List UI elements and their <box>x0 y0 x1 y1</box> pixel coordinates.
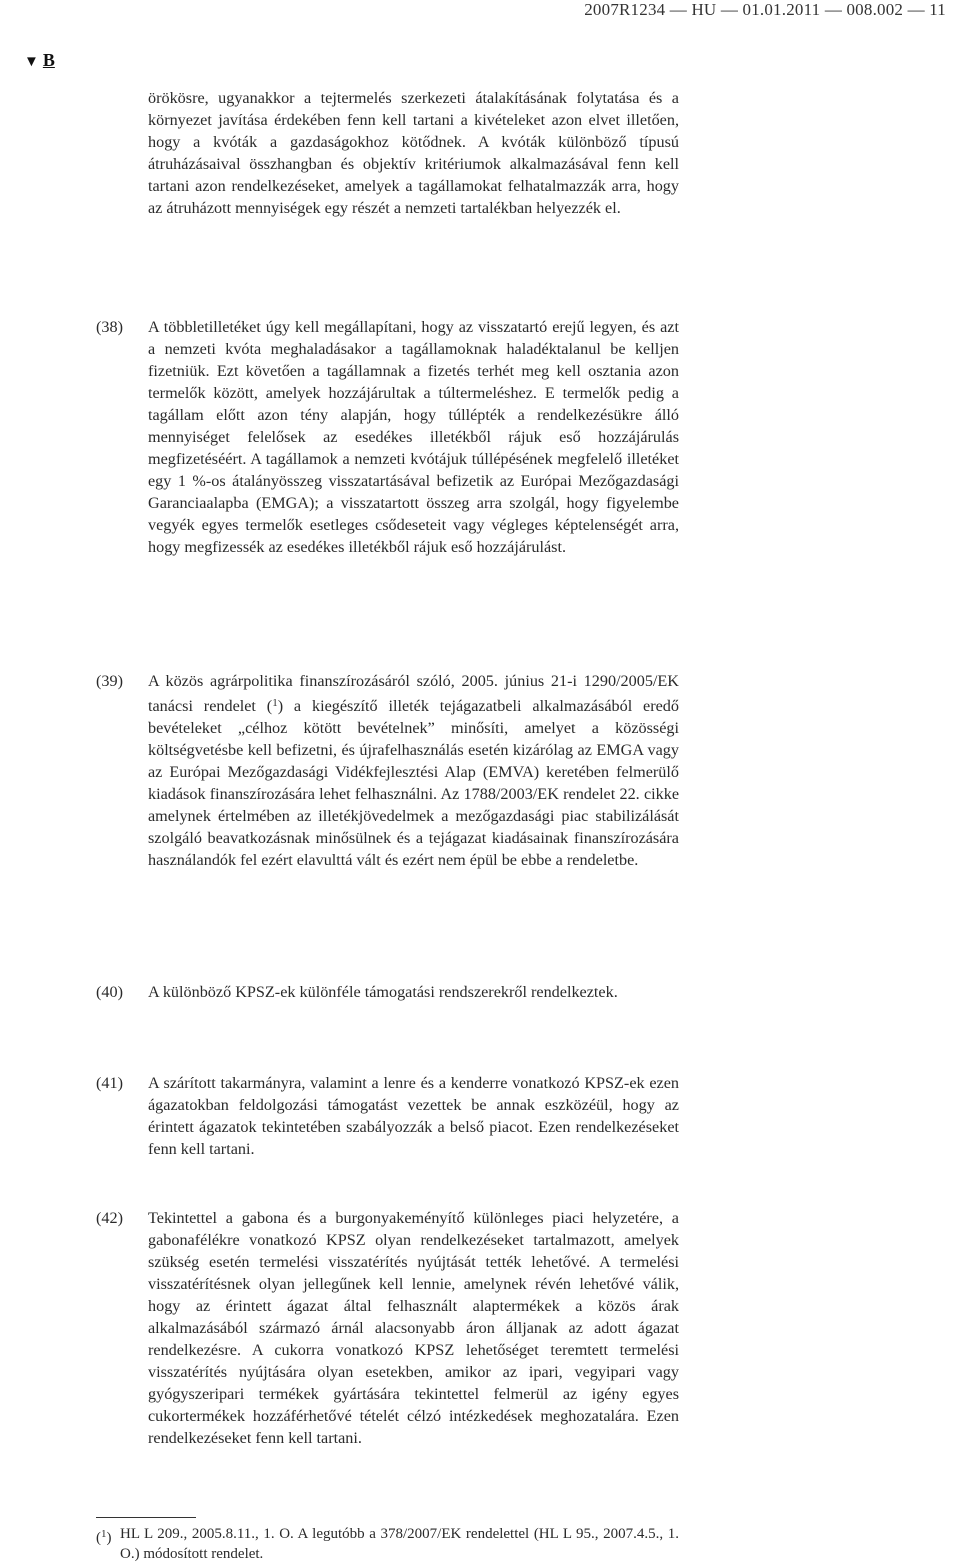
running-header: 2007R1234 — HU — 01.01.2011 — 008.002 — 11 <box>584 0 946 19</box>
footnote-paren: ) <box>106 1530 112 1546</box>
footnote-number <box>96 1524 112 1548</box>
recital-text: A szárított takarmányra, valamint a lenre és a kenderre vonatkozó KPSZ-ek ezen ágazatokban feldolgozási támogatást vezettek be annak eszközéül, hogy az érintett ágazatok tekintetében szabályozzák a belső piacot. Ezen rendelkezéseket fenn kell tartani. <box>148 1074 679 1158</box>
recital-41 <box>96 1072 679 1160</box>
footnote <box>96 1524 679 1564</box>
recital-39 <box>96 670 679 871</box>
recital-text: A többletilletéket úgy kell megállapítani, hogy az visszatartó erejű legyen, és azt a nemzeti kvóta meghaladásakor a tagállamoknak haladéktalanul be kelljen fizetniük. Ezt követően a tagállamnak a fizetés terhét meg kell osztania azon termelők között, amelyek hozzájárultak a túltermeléshez. E termelők pedig a tagállam előtt azon tény alapján, hogy túllépték a rendelkezésükre álló mennyiséget felelősek az esedékes illetékből rájuk eső hozzájárulás megfizetéséért. A tagállamok a nemzeti kvótájuk túllépésének megfelelő illetéket egy 1 %-os átalányösszeg visszatartásával befizetik az Európai Mezőgazdasági Garanciaalapba (EMGA); a visszatartott összeg arra szolgál, hogy figyelembe vegyék egyes termelők esetleges csődeseteit vagy végleges képtelenségét arra, hogy megfizessék az esedékes illetékből rájuk eső hozzájárulást. <box>148 318 679 556</box>
recital-number: (38) <box>96 318 123 336</box>
recital-text: A különböző KPSZ-ek különféle támogatási rendszerekről rendelkeztek. <box>148 983 618 1001</box>
footnote-divider <box>96 1517 196 1518</box>
recital-number: (40) <box>96 983 123 1001</box>
recital-number: (39) <box>96 672 123 690</box>
lead-paragraph: örökösre, ugyanakkor a tejtermelés szerkezeti átalakításának folytatása és a környezet javítása érdekében fenn kell tartani a kivételeket azon elvet illetően, hogy a kvóták a gazdaságokhoz kötődnek. A kvóták különböző típusú átruházásaival összhangban és objektív kritériumok alkalmazásával fenn kell tartani azon rendelkezéseket, amelyek a tagállamokat felhatalmazzák arra, hogy az átruházott mennyiségek egy részét a nemzeti tartalékban helyezzék el. <box>148 89 679 217</box>
footnote-text: HL L 209., 2005.8.11., 1. O. A legutóbb a 378/2007/EK rendelettel (HL L 95., 2007.4.5., 1. O.) módosított rendelet. <box>120 1526 679 1562</box>
marker-label: B <box>42 50 55 70</box>
recital-42 <box>96 1207 679 1449</box>
footnote-paren: ( <box>96 1530 101 1546</box>
recital-text <box>148 670 679 871</box>
recital-40 <box>96 981 679 1003</box>
down-triangle-icon: ▼ <box>24 54 39 70</box>
recital-text: Tekintettel a gabona és a burgonyakeményítő különleges piaci helyzetére, a gabonafélékre vonatkozó KPSZ olyan rendelkezéseket tartalmazott, amelyek szükség esetén termelési visszatérítés nyújtását tették lehetővé. A termelési visszatérítésnek olyan jellegűnek kell lennie, amelynek révén lehetővé válik, hogy az érintett ágazat által felhasznált alaptermékek a közös árak alkalmazásából származó árnál alacsonyabb áron álljanak az adott ágazat rendelkezésre. A cukorra vonatkozó KPSZ lehetőséget teremtett termelési visszatérítés nyújtására olyan esetekben, amikor az ipari, vegyipari vagy gyógyszeripari termékek gyártására tekintettel felmerül az igény egyes cukortermékek hozzáférhetővé tételét célzó intézkedések meghozatalára. Ezen rendelkezéseket fenn kell tartani. <box>148 1209 679 1447</box>
recital-number: (42) <box>96 1209 123 1227</box>
recital-38 <box>96 316 679 558</box>
amendment-marker <box>24 50 55 71</box>
recital-number: (41) <box>96 1074 123 1092</box>
recital-text-part: A közös agrárpolitika finanszírozásáról szóló, 2005. június 21-i 1290/2005/EK tanácsi rendelet ( <box>148 672 679 715</box>
recital-text-part: ) a kiegészítő illeték tejágazatbeli alkalmazásából eredő bevételeket „célhoz kötött bevételnek” minősíti, amelyet a közösségi költségvetésbe kell befizetni, és újrafelhasználás esetén kizárólag az EMGA vagy az Európai Mezőgazdasági Vidékfejlesztési Alap (EMVA) keretében felmerülő kiadások finanszírozására lehet felhasználni. Az 1788/2003/EK rendelet 22. cikke amelynek értelmében az illetékjövedelmek a mezőgazdasági piac stabilizálását szolgáló beavatkozásnak minősülnek és a tejágazat kiadásainak finanszírozására használandók fel ezért elavulttá vált és ezért nem épül be ebbe a rendeletbe. <box>148 697 679 869</box>
footnote-ref[interactable]: 1 <box>272 697 278 709</box>
footnote-num: 1 <box>101 1528 107 1540</box>
